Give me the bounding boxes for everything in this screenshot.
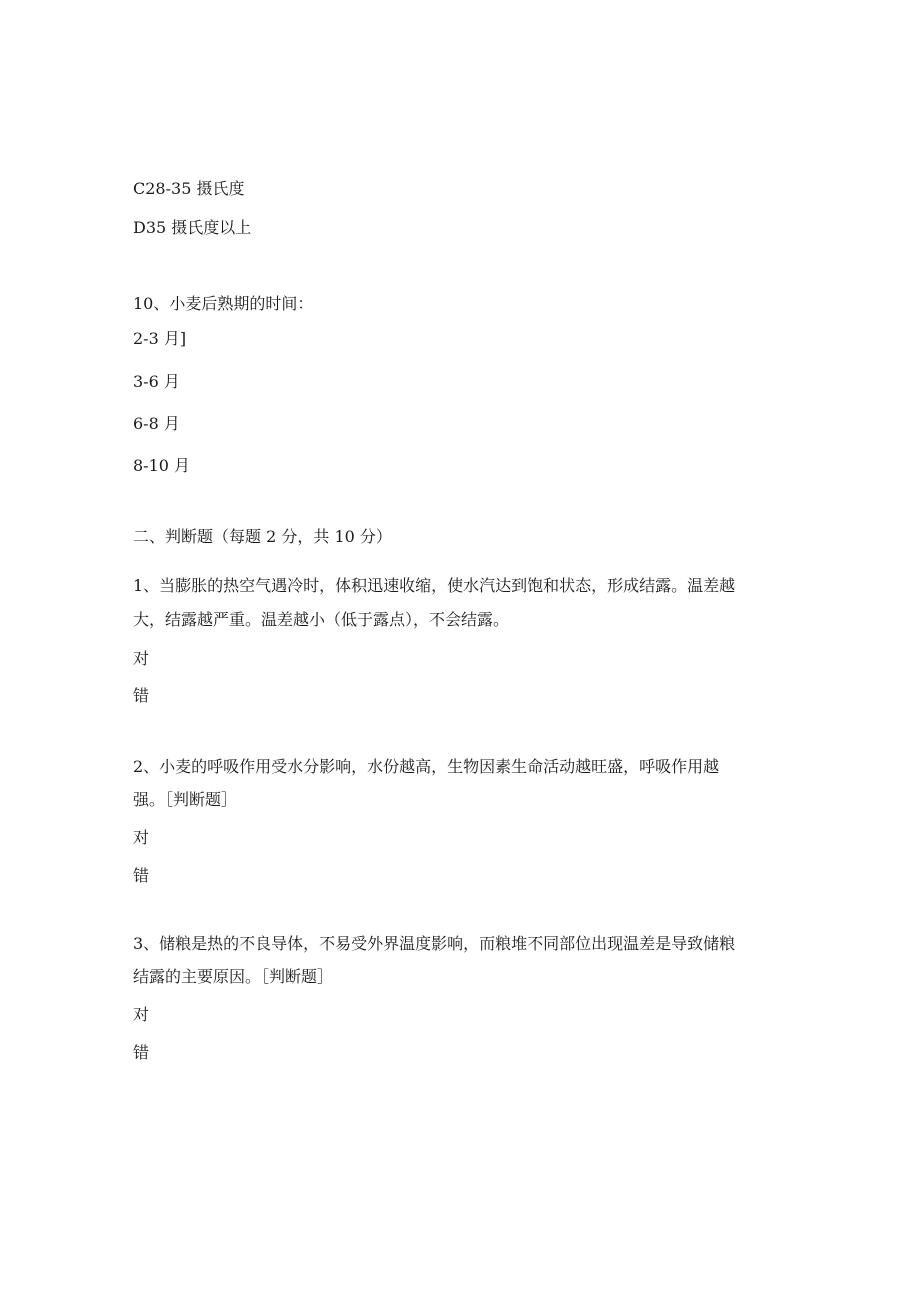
tf-question-1-false: 错	[133, 686, 150, 705]
option-c: C28-35 摄氏度	[133, 179, 245, 198]
tf-question-1-line1: 1、当膨胀的热空气遇冷时，体积迅速收缩，使水汽达到饱和状态，形成结露。温差越	[133, 576, 736, 595]
q10-option-1: 2-3 月]	[133, 329, 187, 348]
tf-question-2-false: 错	[133, 866, 150, 885]
tf-question-2-line2: 强。［判断题］	[133, 790, 238, 809]
tf-question-3-line2: 结露的主要原因。［判断题］	[133, 967, 334, 986]
section-heading: 二、判断题（每题 2 分，共 10 分）	[133, 527, 392, 546]
tf-question-2-true: 对	[133, 828, 150, 847]
tf-question-3-false: 错	[133, 1043, 150, 1062]
q10-option-3: 6-8 月	[133, 414, 180, 433]
question-10: 10、小麦后熟期的时间：	[133, 294, 314, 313]
tf-question-1-line2: 大，结露越严重。温差越小（低于露点），不会结露。	[133, 610, 510, 629]
tf-question-3-true: 对	[133, 1005, 150, 1024]
option-d: D35 摄氏度以上	[133, 218, 252, 237]
tf-question-1-true: 对	[133, 649, 150, 668]
tf-question-2-line1: 2、小麦的呼吸作用受水分影响，水份越高，生物因素生命活动越旺盛，呼吸作用越	[133, 757, 720, 776]
tf-question-3-line1: 3、储粮是热的不良导体，不易受外界温度影响，而粮堆不同部位出现温差是导致储粮	[133, 934, 736, 953]
q10-option-2: 3-6 月	[133, 372, 180, 391]
q10-option-4: 8-10 月	[133, 456, 191, 475]
